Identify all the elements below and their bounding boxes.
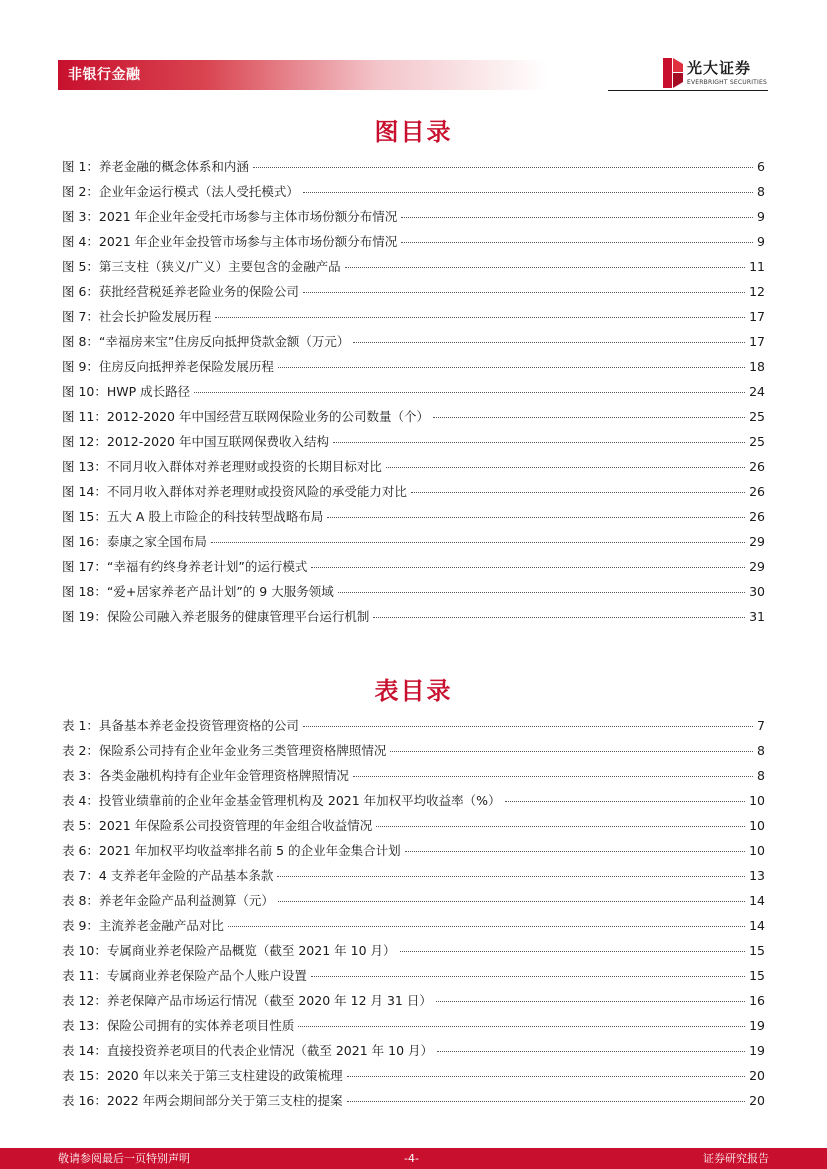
table-entry-label: 表 13：保险公司拥有的实体养老项目性质: [62, 1018, 295, 1033]
figure-entry-label: 图 16：泰康之家全国布局: [62, 534, 207, 549]
figure-entry-page: 25: [749, 434, 765, 449]
footer-report-type: 证券研究报告: [703, 1152, 769, 1165]
figure-entry-label: 图 15：五大 A 股上市险企的科技转型战略布局: [62, 509, 324, 524]
dot-leader: [401, 217, 753, 218]
figure-toc-entry[interactable]: [62, 583, 765, 608]
dot-leader: [401, 242, 753, 243]
figure-toc-entry[interactable]: [62, 408, 765, 433]
table-toc-entry[interactable]: [62, 767, 765, 792]
table-toc-entry[interactable]: [62, 1042, 765, 1067]
table-toc-entry[interactable]: [62, 842, 765, 867]
table-entry-page: 10: [749, 818, 765, 833]
table-toc-entry[interactable]: [62, 1092, 765, 1117]
table-entry-page: 19: [749, 1043, 765, 1058]
dot-leader: [211, 542, 745, 543]
table-entry-page: 7: [757, 718, 765, 733]
dot-leader: [390, 751, 753, 752]
footer-disclaimer: 敬请参阅最后一页特别声明: [58, 1152, 190, 1165]
table-toc-entry[interactable]: [62, 817, 765, 842]
table-entry-label: 表 12：养老保障产品市场运行情况（截至 2020 年 12 月 31 日）: [62, 993, 432, 1008]
figure-toc-entry[interactable]: [62, 558, 765, 583]
dot-leader: [353, 776, 753, 777]
figure-toc-entry[interactable]: [62, 208, 765, 233]
table-toc-entry[interactable]: [62, 992, 765, 1017]
figure-toc-entry[interactable]: [62, 608, 765, 633]
table-toc-entry[interactable]: [62, 1067, 765, 1092]
figure-toc-entry[interactable]: [62, 158, 765, 183]
figure-entry-label: 图 1：养老金融的概念体系和内涵: [62, 159, 249, 174]
table-entry-page: 8: [757, 768, 765, 783]
table-entry-page: 15: [749, 968, 765, 983]
header-rule: [608, 90, 768, 91]
dot-leader: [278, 367, 745, 368]
dot-leader: [347, 1076, 745, 1077]
figure-toc-entry[interactable]: [62, 233, 765, 258]
figure-entry-page: 24: [749, 384, 765, 399]
figure-entry-page: 17: [749, 334, 765, 349]
figure-entry-label: 图 6：获批经营税延养老险业务的保险公司: [62, 284, 299, 299]
figure-entry-page: 11: [749, 259, 765, 274]
figure-entry-page: 18: [749, 359, 765, 374]
dot-leader: [373, 617, 745, 618]
figure-entry-page: 17: [749, 309, 765, 324]
table-toc-entry[interactable]: [62, 717, 765, 742]
table-toc-entry[interactable]: [62, 792, 765, 817]
figure-entry-label: 图 11：2012-2020 年中国经营互联网保险业务的公司数量（个）: [62, 409, 429, 424]
figure-entry-page: 31: [749, 609, 765, 624]
table-entry-label: 表 2：保险系公司持有企业年金业务三类管理资格牌照情况: [62, 743, 387, 758]
figure-entry-label: 图 18：“爱+居家养老产品计划”的 9 大服务领域: [62, 584, 334, 599]
table-entry-label: 表 16：2022 年两会期间部分关于第三支柱的提案: [62, 1093, 343, 1108]
table-entry-label: 表 3：各类金融机构持有企业年金管理资格牌照情况: [62, 768, 349, 783]
table-entry-label: 表 9：主流养老金融产品对比: [62, 918, 224, 933]
dot-leader: [253, 167, 753, 168]
table-toc-entry[interactable]: [62, 867, 765, 892]
figure-toc-entry[interactable]: [62, 383, 765, 408]
figure-entry-page: 30: [749, 584, 765, 599]
dot-leader: [194, 392, 745, 393]
table-entry-page: 19: [749, 1018, 765, 1033]
dot-leader: [311, 567, 745, 568]
figure-entry-page: 6: [757, 159, 765, 174]
figure-entry-page: 26: [749, 484, 765, 499]
table-entry-page: 16: [749, 993, 765, 1008]
figure-entry-label: 图 8：“幸福房来宝”住房反向抵押贷款金额（万元）: [62, 334, 350, 349]
dot-leader: [228, 926, 745, 927]
table-entry-label: 表 14：直接投资养老项目的代表企业情况（截至 2021 年 10 月）: [62, 1043, 433, 1058]
dot-leader: [278, 901, 745, 902]
dot-leader: [376, 826, 745, 827]
figure-entry-label: 图 12：2012-2020 年中国互联网保费收入结构: [62, 434, 329, 449]
figure-entry-label: 图 2：企业年金运行模式（法人受托模式）: [62, 184, 299, 199]
figure-entry-label: 图 9：住房反向抵押养老保险发展历程: [62, 359, 274, 374]
table-entry-label: 表 4：投管业绩靠前的企业年金基金管理机构及 2021 年加权平均收益率（%）: [62, 793, 501, 808]
figures-title: 图目录: [374, 118, 453, 146]
brand-subtitle: EVERBRIGHT SECURITIES: [687, 79, 767, 86]
figures-list: [62, 158, 765, 633]
figure-entry-label: 图 7：社会长护险发展历程: [62, 309, 212, 324]
table-entry-page: 20: [749, 1093, 765, 1108]
figure-entry-label: 图 4：2021 年企业年金投管市场参与主体市场份额分布情况: [62, 234, 398, 249]
dot-leader: [327, 517, 745, 518]
table-entry-label: 表 5：2021 年保险系公司投资管理的年金组合收益情况: [62, 818, 373, 833]
dot-leader: [311, 976, 745, 977]
dot-leader: [277, 876, 745, 877]
figure-toc-entry[interactable]: [62, 183, 765, 208]
table-toc-entry[interactable]: [62, 917, 765, 942]
table-entry-label: 表 8：养老年金险产品利益测算（元）: [62, 893, 274, 908]
brand-logo: [663, 58, 773, 92]
figure-toc-entry[interactable]: [62, 508, 765, 533]
figure-entry-label: 图 10：HWP 成长路径: [62, 384, 191, 399]
dot-leader: [298, 1026, 745, 1027]
dot-leader: [347, 1101, 745, 1102]
figure-entry-label: 图 13：不同月收入群体对养老理财或投资的长期目标对比: [62, 459, 382, 474]
dot-leader: [353, 342, 745, 343]
dot-leader: [386, 467, 745, 468]
dot-leader: [505, 801, 746, 802]
dot-leader: [436, 1001, 745, 1002]
dot-leader: [411, 492, 745, 493]
table-entry-label: 表 1：具备基本养老金投资管理资格的公司: [62, 718, 299, 733]
dot-leader: [437, 1051, 745, 1052]
figure-entry-label: 图 3：2021 年企业年金受托市场参与主体市场份额分布情况: [62, 209, 398, 224]
tables-list: [62, 717, 765, 1117]
figure-toc-entry[interactable]: [62, 333, 765, 358]
table-entry-page: 14: [749, 893, 765, 908]
dot-leader: [433, 417, 745, 418]
dot-leader: [400, 951, 746, 952]
everbright-logo-icon: [663, 58, 683, 88]
table-entry-page: 20: [749, 1068, 765, 1083]
dot-leader: [345, 267, 745, 268]
table-toc-entry[interactable]: [62, 1017, 765, 1042]
table-toc-entry[interactable]: [62, 742, 765, 767]
table-entry-page: 13: [749, 868, 765, 883]
table-entry-page: 10: [749, 843, 765, 858]
table-entry-label: 表 15：2020 年以来关于第三支柱建设的政策梳理: [62, 1068, 343, 1083]
figure-toc-entry[interactable]: [62, 533, 765, 558]
footer-page-number: -4-: [404, 1152, 419, 1165]
figure-entry-page: 25: [749, 409, 765, 424]
figure-toc-entry[interactable]: [62, 258, 765, 283]
table-entry-label: 表 11：专属商业养老保险产品个人账户设置: [62, 968, 307, 983]
table-entry-label: 表 10：专属商业养老保险产品概览（截至 2021 年 10 月）: [62, 943, 396, 958]
table-toc-entry[interactable]: [62, 967, 765, 992]
figure-toc-entry[interactable]: [62, 458, 765, 483]
figure-entry-page: 29: [749, 534, 765, 549]
table-entry-page: 10: [749, 793, 765, 808]
table-entry-label: 表 6：2021 年加权平均收益率排名前 5 的企业年金集合计划: [62, 843, 401, 858]
table-entry-page: 15: [749, 943, 765, 958]
dot-leader: [338, 592, 745, 593]
figure-toc-entry[interactable]: [62, 483, 765, 508]
table-toc-entry[interactable]: [62, 942, 765, 967]
dot-leader: [303, 726, 753, 727]
figure-entry-label: 图 5：第三支柱（狭义/广义）主要包含的金融产品: [62, 259, 341, 274]
figure-entry-label: 图 14：不同月收入群体对养老理财或投资风险的承受能力对比: [62, 484, 407, 499]
figure-toc-entry[interactable]: [62, 308, 765, 333]
figure-entry-page: 12: [749, 284, 765, 299]
dot-leader: [303, 192, 753, 193]
table-entry-label: 表 7：4 支养老年金险的产品基本条款: [62, 868, 274, 883]
figure-entry-label: 图 17：“幸福有约终身养老计划”的运行模式: [62, 559, 308, 574]
dot-leader: [405, 851, 745, 852]
table-entry-page: 14: [749, 918, 765, 933]
table-entry-page: 8: [757, 743, 765, 758]
figure-entry-page: 26: [749, 459, 765, 474]
figure-entry-page: 8: [757, 184, 765, 199]
tables-title: 表目录: [374, 677, 453, 705]
figure-toc-entry[interactable]: [62, 433, 765, 458]
figure-entry-page: 29: [749, 559, 765, 574]
figure-toc-entry[interactable]: [62, 283, 765, 308]
brand-name: 光大证券: [687, 59, 752, 77]
dot-leader: [333, 442, 745, 443]
dot-leader: [215, 317, 745, 318]
figure-entry-page: 9: [757, 234, 765, 249]
figure-entry-page: 9: [757, 209, 765, 224]
figure-entry-label: 图 19：保险公司融入养老服务的健康管理平台运行机制: [62, 609, 370, 624]
table-toc-entry[interactable]: [62, 892, 765, 917]
dot-leader: [303, 292, 745, 293]
figure-entry-page: 26: [749, 509, 765, 524]
figure-toc-entry[interactable]: [62, 358, 765, 383]
section-label: 非银行金融: [68, 67, 141, 83]
